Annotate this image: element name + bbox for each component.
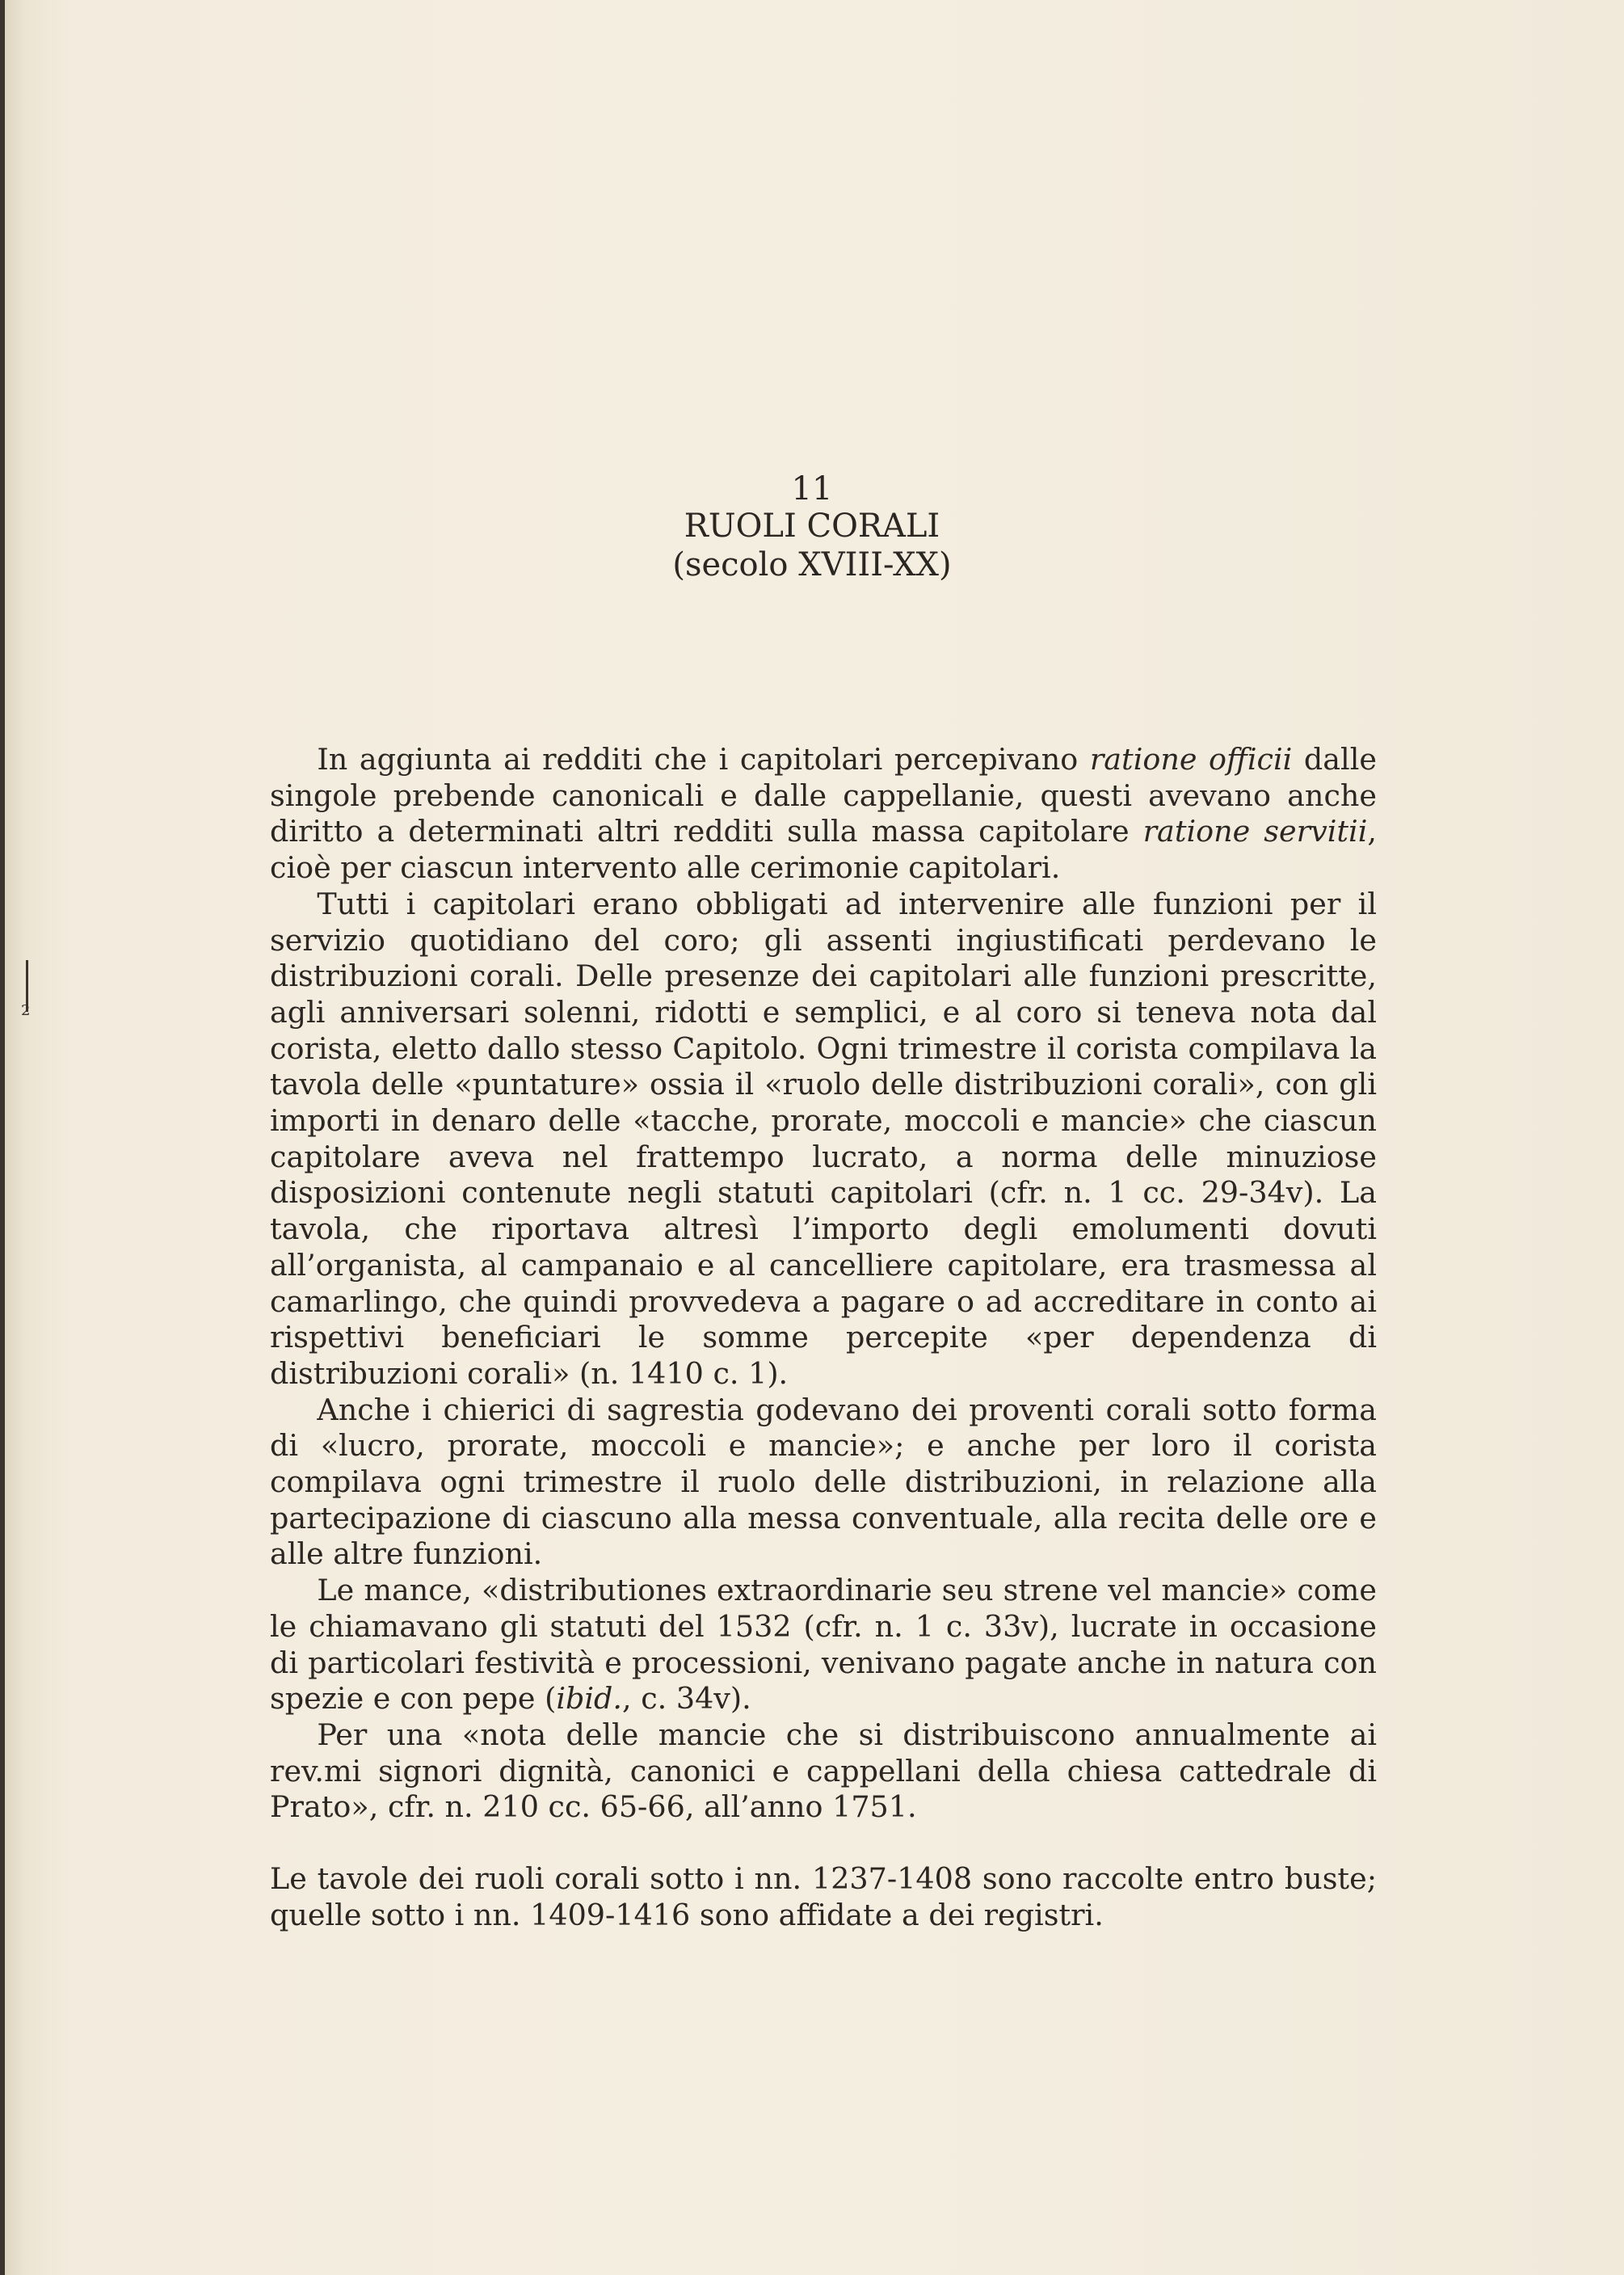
text-run: Tutti i capitolari erano obbligati ad intervenire alle funzioni per il servizio quotidiano del coro; gli assenti ingiustificati perdevano le distribuzioni corali. Delle presenze dei capitolari alle funzioni prescritte, agli anniversari solenni, ridotti e semplici, e al coro si teneva nota dal corista, eletto dallo stesso Capitolo. Ogni trimestre il corista compilava la tavola delle «puntature» ossia il «ruolo delle distribuzioni corali», con gli importi in denaro delle «tacche, prorate, moccoli e mancie» che ciascun capitolare aveva nel frattempo lucrato, a norma delle minuziose disposizioni contenute negli statuti capitolari (cfr. n. 1 cc. 29-34v). La tavola, che riportava altresì l’importo degli emolumenti dovuti all’organista, al campanaio e al cancelliere capitolare, era trasmessa al camarlingo, che quindi provvedeva a pagare o ad accreditare in conto ai rispettivi beneficiari le somme percepite «per dependenza di distribuzioni corali» (n. 1410 c. 1). bbox=[270, 886, 1377, 1391]
paragraph bbox=[270, 1392, 1377, 1574]
binding-gutter bbox=[0, 0, 5, 2275]
text-run: Per una «nota delle mancie che si distribuiscono annualmente ai rev.mi signori dignità, canonici e cappellani della chiesa cattedrale di Prato», cfr. n. 210 cc. 65-66, all’anno 1751. bbox=[270, 1717, 1377, 1825]
text-run: Le mance, «distributiones extraordinarie seu strene vel mancie» come le chiamavano gli statuti del 1532 (cfr. n. 1 c. 33v), lucrate in occasione di particolari festività e processioni, venivano pagate anche in natura con spezie e con pepe ( bbox=[270, 1573, 1377, 1717]
paragraph bbox=[270, 742, 1377, 887]
italic-term: ibid. bbox=[556, 1681, 622, 1717]
margin-digit: 2 bbox=[21, 1002, 31, 1019]
italic-term: ratione servitii bbox=[1142, 814, 1368, 849]
text-run: , c. 34v). bbox=[622, 1681, 751, 1717]
text-run: In aggiunta ai redditi che i capitolari percepivano bbox=[317, 742, 1090, 777]
paragraph bbox=[270, 1573, 1377, 1717]
paragraph bbox=[270, 1717, 1377, 1826]
text-run: , cioè per ciascun intervento alle cerimonie capitolari. bbox=[270, 814, 1377, 886]
text-run: dalle singole prebende canonicali e dalle cappellanie, questi avevano anche diritto a determinati altri redditi sulla massa capitolare bbox=[270, 742, 1377, 849]
section-title: RUOLI CORALI bbox=[684, 508, 940, 545]
closing-note: Le tavole dei ruoli corali sotto i nn. 1237-1408 sono raccolte entro buste; quelle sotto i nn. 1409-1416 sono affidate a dei registri. bbox=[270, 1861, 1377, 1932]
section-subtitle: (secolo XVIII-XX) bbox=[672, 546, 952, 583]
paragraph bbox=[270, 887, 1377, 1392]
body-text bbox=[270, 742, 1377, 1934]
section-number: 11 bbox=[791, 470, 833, 508]
italic-term: ratione officii bbox=[1089, 742, 1293, 777]
text-run: Anche i chierici di sagrestia godevano dei proventi corali sotto forma di «lucro, prorate, moccoli e mancie»; e anche per loro il corista compilava ogni trimestre il ruolo delle distribuzioni, in relazione alla partecipazione di ciascuno alla messa conventuale, alla recita delle ore e alle altre funzioni. bbox=[270, 1392, 1377, 1572]
